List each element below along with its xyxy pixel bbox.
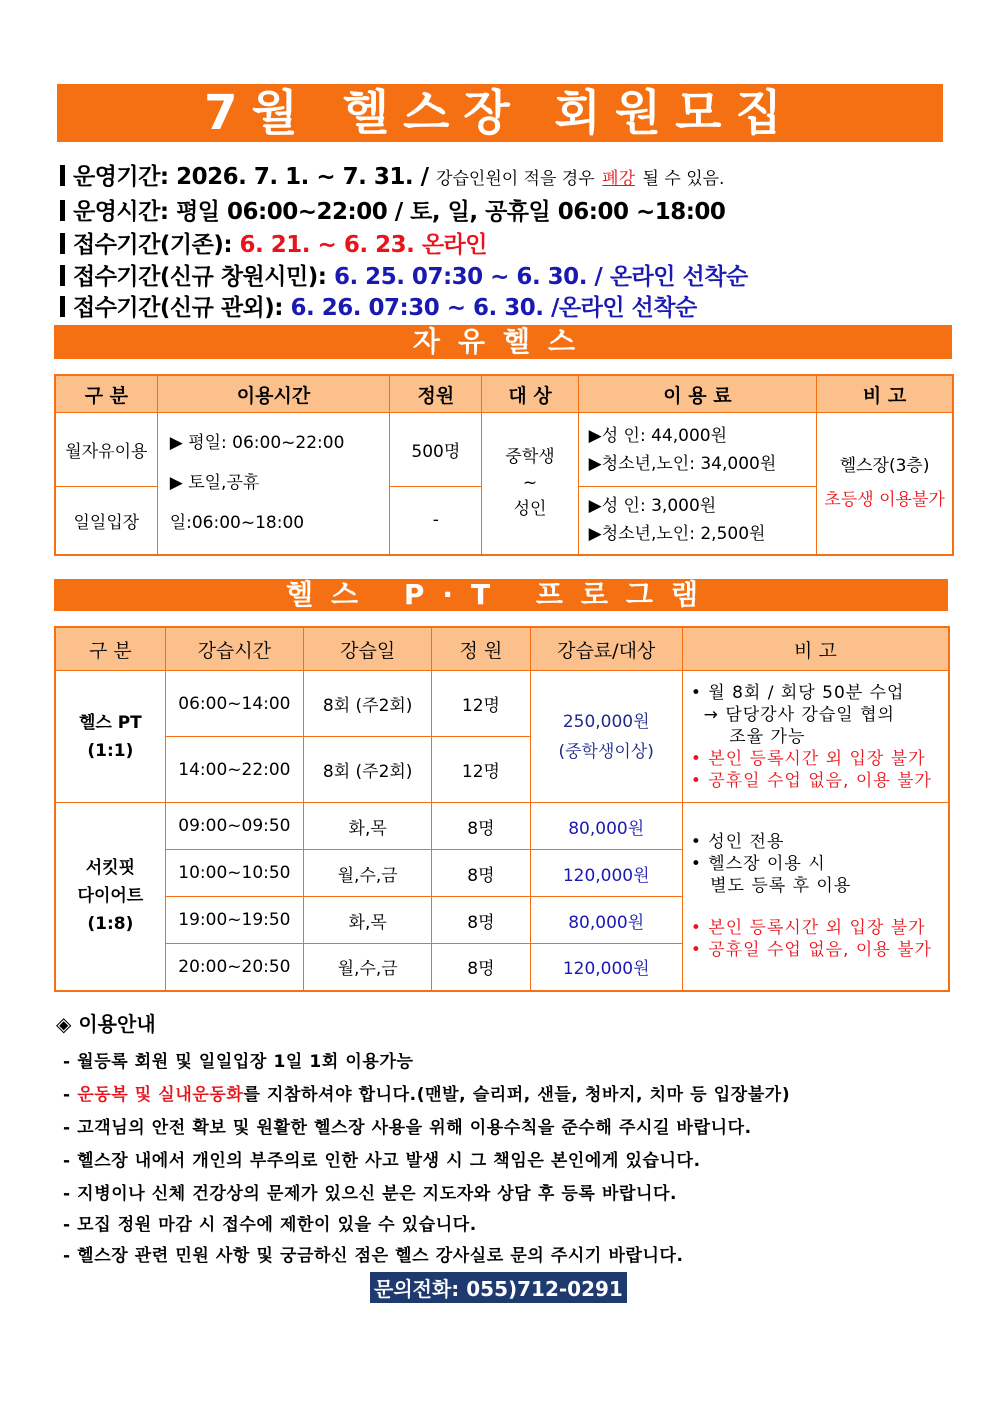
note-line: → 담당강사 강습일 협의 [690,704,895,725]
type-cell: 일일입장 [55,487,157,555]
table-header-row [55,627,949,671]
note-line-warning: • 본인 등록시간 외 입장 불가 [690,748,926,769]
reception-existing-value: 6. 21. ~ 6. 23. 온라인 [239,232,487,258]
header-cell: 비 고 [817,375,953,413]
fee-youth: ▶청소년,노인: 2,500원 [588,524,766,545]
note-location: 헬스장(3층) [839,456,930,477]
reception-new-city-value: 6. 25. 07:30 ~ 6. 30. / 온라인 선착순 [333,264,748,290]
type-cell: 월자유이용 [55,413,157,487]
guide-line: - 모집 정원 마감 시 접수에 제한이 있을 수 있습니다. [63,1215,477,1235]
table-header-row [55,375,953,413]
bullet-mark [60,200,65,221]
header-cell: 대 상 [482,375,578,413]
program-name-line: 서킷핏 [85,858,135,879]
table-row [55,803,949,850]
note-line-warning: • 공휴일 수업 없음, 이용 불가 [690,770,932,791]
reception-new-outside-value: 6. 26. 07:30 ~ 6. 30. /온라인 선착순 [290,295,697,321]
fee-adult: ▶성 인: 3,000원 [588,496,717,517]
bullet-mark [60,165,65,186]
capacity-cell: 8명 [432,850,530,897]
header-cell: 강습시간 [165,627,303,671]
guide-line: - 헬스장 관련 민원 사항 및 궁금하신 점은 헬스 강사실로 문의 주시기 바랍니다. [63,1246,684,1266]
guide-line: - 월등록 회원 및 일일입장 1일 1회 이용가능 [63,1052,414,1072]
table-row [55,413,953,487]
header-cell: 비 고 [682,627,949,671]
note-line-warning: • 공휴일 수업 없음, 이용 불가 [690,940,932,961]
target-top: 중학생 [505,447,555,468]
operation-period-value: 2026. 7. 1. ~ 7. 31. / [176,164,429,190]
info-reception-new-city [60,258,748,291]
pt-fee-cell [530,671,682,803]
guide-rest: 를 지참하셔야 합니다.(맨발, 슬리퍼, 샌들, 청바지, 치마 등 입장불가) [243,1085,791,1105]
pt-fee: 250,000원 [562,711,650,732]
hours-cell [157,413,390,555]
operation-period-label: 운영기간: [73,164,169,190]
diamond-icon: ◈ [56,1012,72,1036]
days-cell: 8회 (주2회) [304,671,432,737]
note-line: 조율 가능 [690,726,806,747]
note-line: • 월 8회 / 회당 50분 수업 [690,682,905,703]
guide-title: 이용안내 [78,1012,156,1036]
days-cell: 8회 (주2회) [304,737,432,803]
info-operation-hours [60,193,725,226]
table-row [55,671,949,737]
fee-youth: ▶청소년,노인: 34,000원 [588,453,777,474]
pt-target: (중학생이상) [558,741,654,762]
target-bottom: 성인 [513,499,547,520]
program-name-pt [55,671,165,803]
fee-cell: 120,000원 [530,944,682,991]
days-cell: 화,목 [304,803,432,850]
days-cell: 월,수,금 [304,944,432,991]
operation-note: 강습인원이 적을 경우 [436,169,595,189]
fee-cell: 80,000원 [530,803,682,850]
pt-notes-cell [682,671,949,803]
note-line: 별도 등록 후 이용 [690,876,852,897]
capacity-cell: 8명 [432,944,530,991]
guide-line: - 지병이나 신체 건강상의 문제가 있으신 분은 지도자와 상담 후 등록 바랍니다. [63,1184,678,1204]
target-mid: ~ [522,473,538,494]
header-cell: 강습료/대상 [530,627,682,671]
info-operation-period [60,158,724,191]
free-gym-table [54,374,954,556]
note-line: • 성인 전용 [690,832,785,853]
note-line-warning: • 본인 등록시간 외 입장 불가 [690,918,926,939]
reception-new-outside-label: 접수기간(신규 관외): [73,295,283,321]
fee-cell: 80,000원 [530,897,682,944]
capacity-cell: - [390,487,482,555]
header-cell: 강습일 [304,627,432,671]
guide-highlight: 운동복 및 실내운동화 [77,1085,244,1105]
program-name-line: (1:1) [87,740,134,761]
capacity-cell: 12명 [432,737,530,803]
fee-adult: ▶성 인: 44,000원 [588,425,727,446]
time-cell: 19:00~19:50 [165,897,303,944]
operation-hours-label: 운영시간: [73,199,169,225]
bullet-mark [60,296,65,317]
capacity-cell: 8명 [432,803,530,850]
program-name-circuit [55,803,165,991]
info-reception-new-outside [60,289,697,322]
header-cell: 구 분 [55,375,157,413]
note-restriction: 초등생 이용불가 [824,490,945,511]
guide-heading [56,1008,156,1037]
info-reception-existing [60,226,487,259]
fee-cell: 120,000원 [530,850,682,897]
days-cell: 월,수,금 [304,850,432,897]
program-name-line: 헬스 PT [78,712,142,733]
operation-hours-value: 평일 06:00~22:00 / 토, 일, 공휴일 06:00 ~18:00 [176,199,726,225]
note-cell [817,413,953,555]
guide-line [63,1080,790,1105]
pt-section-title: 헬스 P·T 프로그램 [54,579,948,611]
time-cell: 14:00~22:00 [165,737,303,803]
guide-line: - 헬스장 내에서 개인의 부주의로 인한 사고 발생 시 그 책임은 본인에게 있습니다. [63,1151,701,1171]
header-cell: 정 원 [432,627,530,671]
capacity-cell: 12명 [432,671,530,737]
target-cell [482,413,578,555]
capacity-cell: 500명 [390,413,482,487]
header-cell: 구 분 [55,627,165,671]
fee-cell [578,487,817,555]
operation-note-end: 될 수 있음. [642,169,725,189]
bullet-mark [60,233,65,254]
reception-existing-label: 접수기간(기존): [73,232,233,258]
guide-prefix: - [63,1085,78,1105]
program-name-line: (1:8) [87,914,134,935]
time-cell: 09:00~09:50 [165,803,303,850]
header-cell: 정원 [390,375,482,413]
days-cell: 화,목 [304,897,432,944]
page-title: 7월 헬스장 회원모집 [57,84,943,142]
cancel-note: 폐강 [602,169,636,189]
note-line: • 헬스장 이용 시 [690,854,826,875]
header-cell: 이 용 료 [578,375,817,413]
time-cell: 10:00~10:50 [165,850,303,897]
header-cell: 이용시간 [157,375,390,413]
time-cell: 20:00~20:50 [165,944,303,991]
reception-new-city-label: 접수기간(신규 창원시민): [73,264,327,290]
contact-phone: 문의전화: 055)712-0291 [370,1272,627,1303]
free-gym-section-title: 자유헬스 [54,325,952,359]
guide-line: - 고객님의 안전 확보 및 원활한 헬스장 사용을 위해 이용수칙을 준수해 주시길 바랍니다. [63,1118,752,1138]
time-cell: 06:00~14:00 [165,671,303,737]
capacity-cell: 8명 [432,897,530,944]
hours-weekday: ▶ 평일: 06:00~22:00 [169,433,345,454]
bullet-mark [60,265,65,286]
fee-cell [578,413,817,487]
pt-table [54,626,950,992]
program-name-line: 다이어트 [77,886,144,907]
hours-weekend: ▶ 토일,공휴일:06:00~18:00 [169,473,305,534]
circuit-notes-cell [682,803,949,991]
